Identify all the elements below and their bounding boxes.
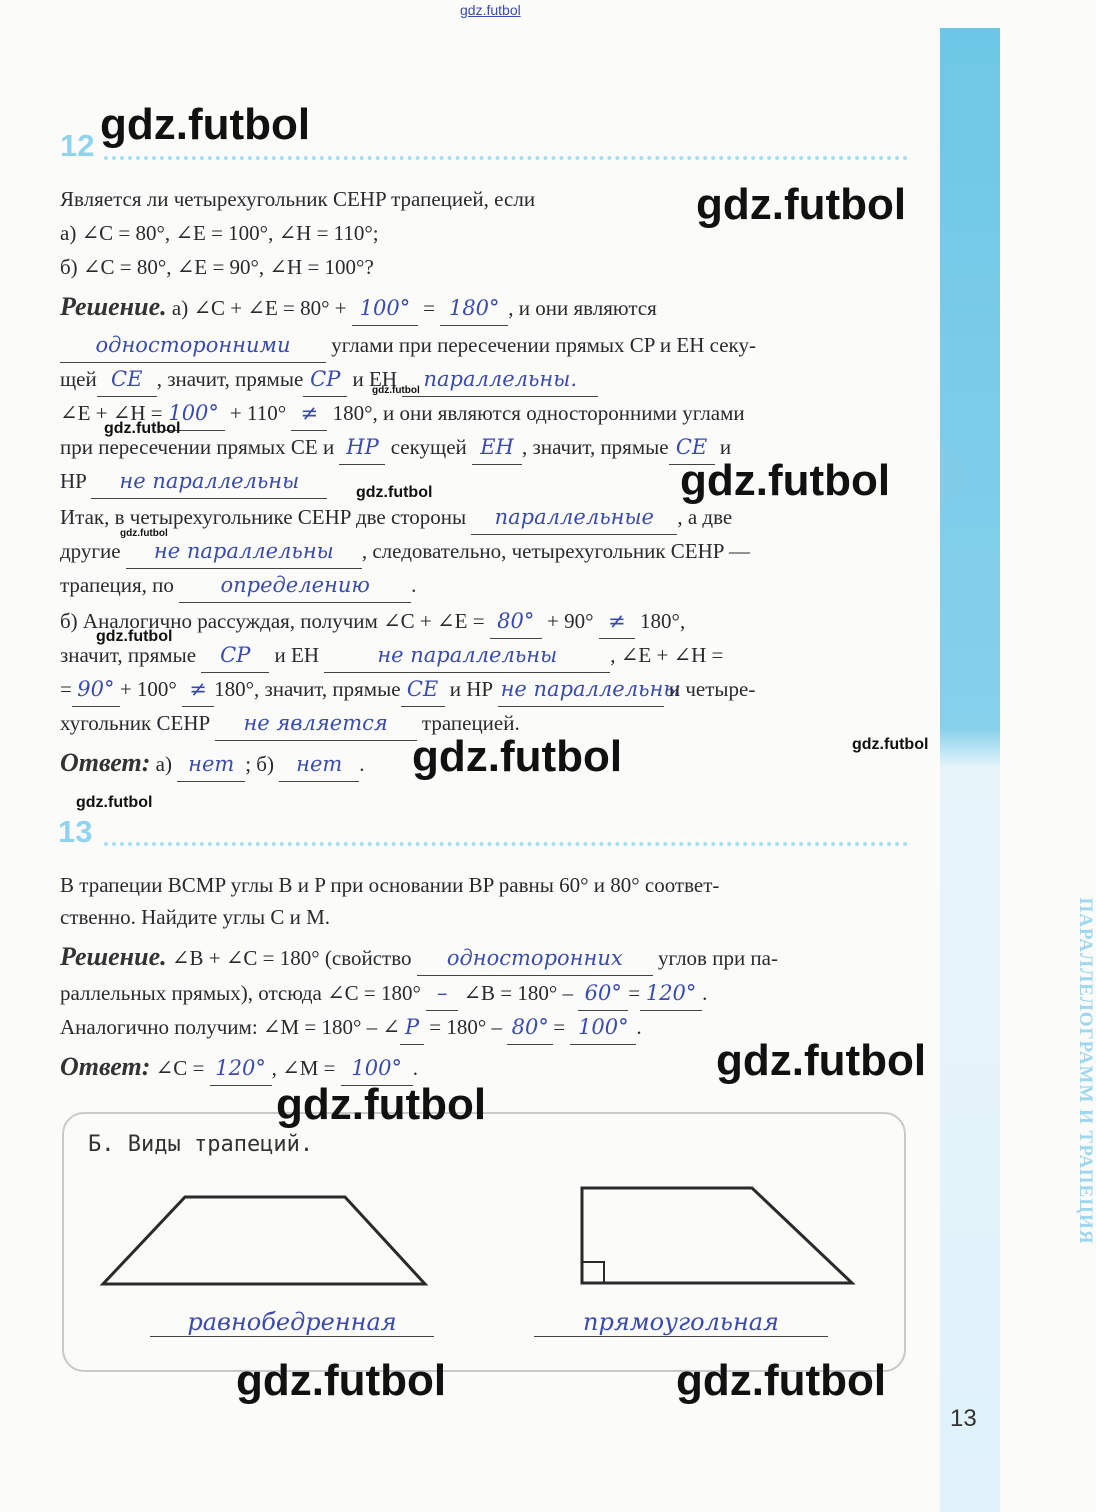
watermark: gdz.futbol (716, 1036, 927, 1085)
watermark: gdz.futbol (76, 794, 153, 811)
task-12-solution-line-8: другие не параллельны , следовательно, четырехугольник CEHP — (60, 534, 910, 569)
task-12-solution-line-7: Итак, в четырехугольнике CEHP две стороны параллельные , а две (60, 500, 910, 535)
chapter-side-title: ПАРАЛЛЕЛОГРАММ И ТРАПЕЦИЯ (1075, 897, 1096, 1245)
task-number-12: 12 (60, 128, 95, 163)
task-12-solution-line-5: при пересечении прямых CE и HP секущей EH , значит, прямые CE и (60, 430, 910, 465)
watermark: gdz.futbol (356, 484, 433, 501)
watermark: gdz.futbol (676, 1356, 887, 1405)
watermark: gdz.futbol (412, 732, 623, 781)
task-12-question-a: а) ∠C = 80°, ∠E = 100°, ∠H = 110°; (60, 221, 379, 245)
watermark: gdz.futbol (104, 420, 181, 437)
watermark: gdz.futbol (120, 528, 168, 539)
watermark: gdz.futbol (372, 385, 420, 396)
task-13-answer: Ответ: ∠C = 120° , ∠M = 100° . (60, 1050, 910, 1086)
watermark: gdz.futbol (96, 628, 173, 645)
isosceles-trapezoid-figure (103, 1197, 425, 1284)
solution-label: Решение. (60, 292, 167, 321)
task-13-solution-line-3: Аналогично получим: ∠M = 180° – ∠ P = 180° – 80° = 100° . (60, 1010, 910, 1045)
right-angle-marker (582, 1262, 604, 1283)
label-isosceles: равнобедренная (150, 1308, 434, 1337)
watermark: gdz.futbol (100, 100, 311, 149)
task-12-question-line-1: Является ли четырехугольник CEHP трапецией, если (60, 187, 536, 211)
answer-label: Ответ: (60, 1052, 151, 1081)
watermark: gdz.futbol (696, 180, 907, 229)
page-number: 13 (950, 1405, 977, 1432)
watermark: gdz.futbol (680, 456, 891, 505)
task-12-solution-line-13: хугольник CEHP не является трапецией. (60, 706, 910, 741)
watermark: gdz.futbol (852, 736, 929, 753)
task-12-solution-line-3: щей CE , значит, прямые CP и EH параллельны. (60, 362, 910, 397)
task-12-solution-line-1: Решение. а) ∠C + ∠E = 80° + 100° = 180° , и они являются (60, 290, 910, 326)
watermark: gdz.futbol (236, 1356, 447, 1405)
task-12-solution-line-12: = 90° + 100° ≠ 180°, значит, прямые CE и HP не параллельны и четыре- (60, 672, 910, 707)
task-13-solution-line-2: раллельных прямых), отсюда ∠C = 180° – ∠B = 180° – 60° = 120° . (60, 976, 910, 1011)
answer-label: Ответ: (60, 748, 151, 777)
watermark-top: gdz.futbol (460, 2, 521, 18)
task-12-solution-line-2: односторонними углами при пересечении прямых CP и EH секу- (60, 328, 910, 363)
task-12-solution-line-10: б) Аналогично рассуждая, получим ∠C + ∠E = 80° + 90° ≠ 180°, (60, 604, 910, 639)
task-12-answer: Ответ: а) нет ; б) нет . (60, 746, 910, 782)
solution-label: Решение. (60, 942, 167, 971)
task-12-question-b: б) ∠C = 80°, ∠E = 90°, ∠H = 100°? (60, 255, 374, 279)
watermark: gdz.futbol (276, 1080, 487, 1129)
task-12-solution-line-4: ∠E + ∠H = 100° + 110° ≠ 180°, и они являются односторонними углами (60, 396, 910, 431)
task-number-13: 13 (58, 814, 93, 849)
task-13-question-line-2: ственно. Найдите углы C и M. (60, 905, 331, 929)
task-12-solution-line-9: трапеция, по определению . (60, 568, 910, 603)
task-13-solution-line-1: Решение. ∠B + ∠C = 180° (свойство односторонних углов при па- (60, 940, 910, 976)
label-right-angled: прямоугольная (534, 1308, 828, 1337)
task-12-solution-line-11: значит, прямые CP и EH не параллельны , ∠E + ∠H = (60, 638, 910, 673)
task-12-solution-line-6: HP не параллельны (60, 464, 910, 499)
task-13-question-line-1: В трапеции BCMP углы B и P при основании BP равны 60° и 80° соответ- (60, 873, 720, 897)
right-trapezoid-figure (582, 1188, 852, 1283)
section-b-title: Б. Виды трапеций. (88, 1132, 314, 1157)
